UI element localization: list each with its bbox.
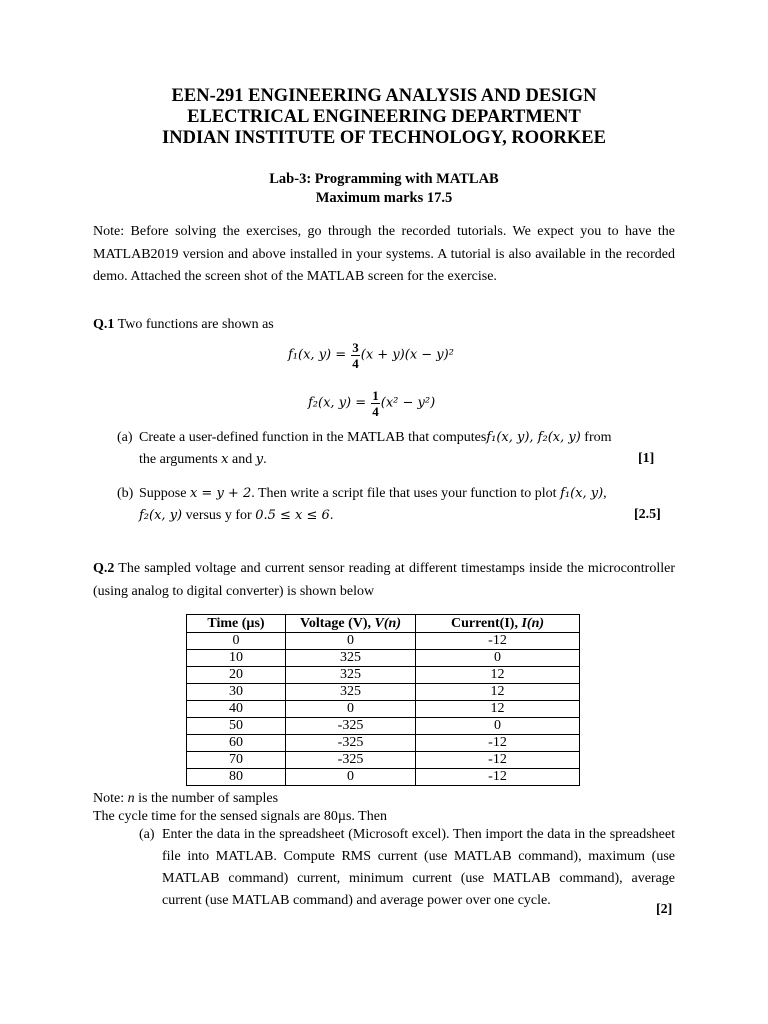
table-row: [187, 684, 580, 701]
q1b-math3: f₂(x, y): [139, 508, 183, 523]
cell-time: 70: [187, 752, 286, 769]
eq2-numerator: 1: [372, 388, 379, 403]
cell-voltage: -325: [286, 718, 416, 735]
table-row: [187, 667, 580, 684]
q1b-marks: [2.5]: [634, 507, 661, 522]
q1b-line1: [139, 483, 607, 505]
table-row: [187, 735, 580, 752]
q1a-text4: and: [228, 452, 256, 467]
lab-header: [0, 170, 768, 208]
eq1-rhs: (x + y)(x − y)²: [360, 347, 454, 363]
cell-voltage: -325: [286, 752, 416, 769]
eq2-fraction: [371, 388, 380, 419]
cell-voltage: 0: [286, 701, 416, 718]
cell-current: -12: [416, 752, 580, 769]
q1a-line2: [139, 449, 267, 471]
cell-current: 12: [416, 701, 580, 718]
q1-intro-text: Two functions are shown as: [114, 317, 274, 332]
q2a-label: (a): [139, 827, 155, 842]
q2a-marks: [2]: [656, 902, 673, 917]
department-name: ELECTRICAL ENGINEERING DEPARTMENT: [187, 107, 581, 127]
cell-current: -12: [416, 735, 580, 752]
q2-intro: [93, 558, 675, 603]
cell-time: 20: [187, 667, 286, 684]
note-paragraph: Note: Before solving the exercises, go through the recorded tutorials. We expect you to have the MATLAB2019 version and above installed in your systems. A tutorial is also available in the recorded demo. Attached the screen shot of the MATLAB screen for the exercise.: [93, 224, 675, 284]
q1-label: Q.1: [93, 317, 115, 332]
q2-label: Q.2: [93, 561, 115, 576]
table-row: [187, 701, 580, 718]
q1b-math1: x = y + 2: [189, 486, 252, 501]
eq1-lhs: f₁(x, y) =: [288, 347, 351, 363]
q1a-math2: x: [221, 452, 229, 467]
header-voltage-symbol: V(n): [374, 615, 401, 631]
cell-voltage: -325: [286, 735, 416, 752]
q1b-line2: [139, 505, 333, 527]
q1b-text3: ,: [603, 486, 607, 501]
equation-f1: [288, 340, 454, 371]
max-marks: Maximum marks 17.5: [315, 190, 453, 206]
cell-current: 0: [416, 650, 580, 667]
cell-voltage: 325: [286, 667, 416, 684]
institute-name: INDIAN INSTITUTE OF TECHNOLOGY, ROORKEE: [162, 128, 606, 148]
header-time: Time (µs): [187, 615, 286, 633]
cell-time: 30: [187, 684, 286, 701]
course-title: EEN-291 ENGINEERING ANALYSIS AND DESIGN: [171, 86, 597, 106]
table-row: [187, 769, 580, 786]
q1a-text2: from: [580, 430, 612, 445]
table-row: [187, 633, 580, 650]
cell-current: -12: [416, 633, 580, 650]
samples-note-prefix: Note:: [93, 791, 128, 806]
header-current: [416, 615, 580, 633]
table-row: [187, 718, 580, 735]
cell-current: 0: [416, 718, 580, 735]
eq1-numerator: 3: [352, 340, 359, 355]
cell-current: 12: [416, 684, 580, 701]
eq1-denominator: 4: [352, 356, 359, 371]
eq2-denominator: 4: [372, 404, 379, 419]
samples-note-n: n: [127, 791, 135, 806]
samples-note-rest: is the number of samples: [134, 791, 279, 806]
cell-time: 10: [187, 650, 286, 667]
q1a-label: (a): [117, 430, 133, 445]
cell-current: 12: [416, 667, 580, 684]
header-current-label: Current(I),: [450, 615, 522, 631]
cell-current: -12: [416, 769, 580, 786]
table-row: [187, 752, 580, 769]
q1b-text5: .: [329, 508, 334, 523]
q1a-text5: .: [263, 452, 267, 467]
header-voltage-label: Voltage (V),: [300, 615, 375, 631]
course-header: [0, 86, 768, 149]
eq2-lhs: f₂(x, y) =: [308, 395, 371, 411]
cell-time: 50: [187, 718, 286, 735]
q2a-text: Enter the data in the spreadsheet (Microsoft excel). Then import the data in the spreadsheet file into MATLAB. Compute RMS current (use MATLAB command), maximum (use MATLAB command) current, minimum current (use MATLAB command), average current (use MATLAB command) and average power over one cycle.: [162, 827, 675, 908]
q1b-text4: versus y for: [182, 508, 256, 523]
cell-time: 80: [187, 769, 286, 786]
table-header-row: [187, 615, 580, 633]
q1b-math2: f₁(x, y): [560, 486, 604, 501]
q1b-math4: 0.5 ≤ x ≤ 6: [255, 508, 330, 523]
cycle-time-text: The cycle time for the sensed signals are 80µs. Then: [93, 809, 387, 824]
q1a-marks: [1]: [638, 451, 655, 466]
table-row: [187, 650, 580, 667]
equation-f2: [308, 388, 435, 419]
q1a-text1: Create a user-defined function in the MATLAB that computes: [139, 430, 487, 445]
eq2-rhs: (x² − y²): [380, 395, 436, 411]
header-current-symbol: I(n): [521, 615, 545, 631]
cell-voltage: 0: [286, 633, 416, 650]
q1b-text2: . Then write a script file that uses your function to plot: [251, 486, 561, 501]
q2-intro-text: The sampled voltage and current sensor reading at different timestamps inside the microcontroller (using analog to digital converter) is shown below: [93, 561, 675, 599]
header-voltage: [286, 615, 416, 633]
q1-intro: [93, 314, 675, 337]
q1b-text1: Suppose: [139, 486, 190, 501]
cell-voltage: 325: [286, 684, 416, 701]
cell-time: 60: [187, 735, 286, 752]
q1a-text3: the arguments: [139, 452, 222, 467]
eq1-fraction: [351, 340, 360, 371]
q1b-label: (b): [117, 486, 134, 501]
cell-time: 0: [187, 633, 286, 650]
q1a-line1: [139, 427, 676, 449]
cell-voltage: 325: [286, 650, 416, 667]
q1a-math1: f₁(x, y), f₂(x, y): [486, 430, 581, 445]
lab-title: Lab-3: Programming with MATLAB: [269, 171, 499, 187]
q1a-math3: y: [255, 452, 264, 467]
sensor-data-table: [186, 614, 580, 786]
cell-time: 40: [187, 701, 286, 718]
cell-voltage: 0: [286, 769, 416, 786]
